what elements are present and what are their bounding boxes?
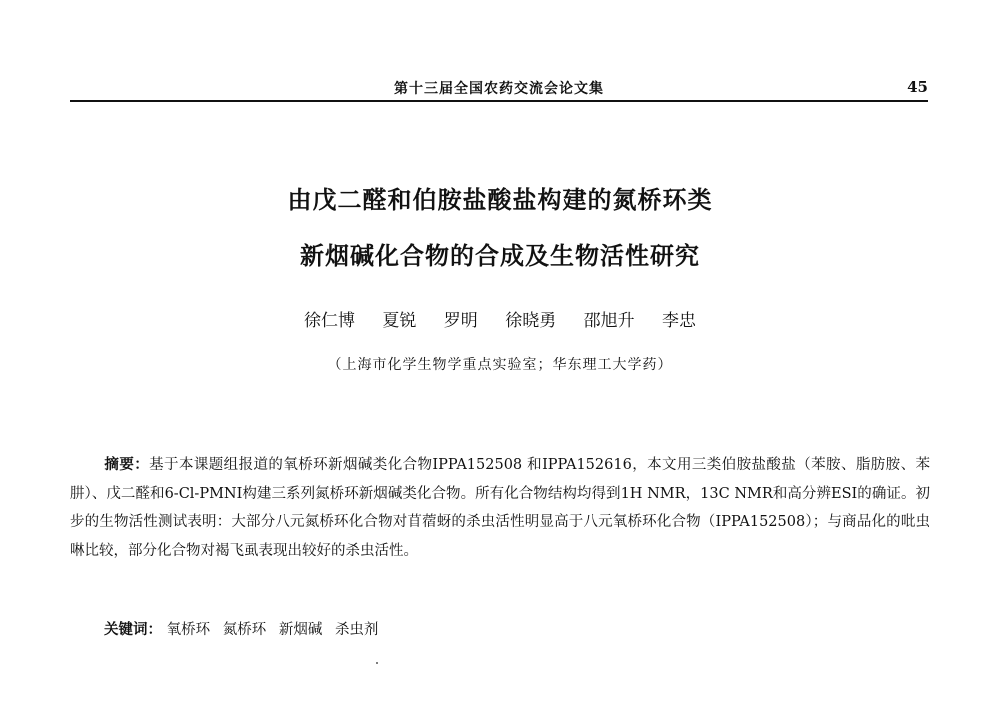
author: 徐晓勇 <box>505 311 557 331</box>
keyword: 杀虫剂 <box>334 622 379 638</box>
scan-speck <box>376 662 378 664</box>
paper-title-line-1: 由戊二醛和伯胺盐酸盐构建的氮桥环类 <box>287 185 713 214</box>
affiliation: （上海市化学生物学重点实验室；华东理工大学药） <box>327 357 673 373</box>
author: 徐仁博 <box>303 311 355 331</box>
keywords-label: 关键词： <box>104 621 162 638</box>
abstract <box>70 451 930 565</box>
keyword: 氮桥环 <box>222 622 267 638</box>
author: 夏锐 <box>382 311 417 331</box>
abstract-text: 基于本课题组报道的氧桥环新烟碱类化合物IPPA152508 和IPPA152616，本文用三类伯胺盐酸盐（苯胺、脂肪胺、苯肼）、戊二醛和6-Cl-PMNI构建三系列氮桥环新烟碱类化合物。所有化合物结构均得到1H NMR，13C NMR和高分辨ESI的确证。初步的生物活性测试表明：大部分八元氮桥环化合物对苜蓿蚜的杀虫活性明显高于八元氧桥环化合物（IPPA152508）；与商品化的吡虫啉比较，部分化合物对褐飞虱表现出较好的杀虫活性。 <box>70 457 930 559</box>
author: 李忠 <box>662 311 697 331</box>
abstract-label: 摘要： <box>104 456 150 473</box>
keywords <box>104 618 386 639</box>
author: 罗明 <box>443 311 478 331</box>
keyword: 新烟碱 <box>278 622 323 638</box>
page-number: 45 <box>907 78 928 96</box>
paper-title-line-2: 新烟碱化合物的合成及生物活性研究 <box>300 241 700 270</box>
author-list <box>0 306 1000 331</box>
proceedings-title: 第十三届全国农药交流会论文集 <box>394 81 604 97</box>
author: 邵旭升 <box>583 311 635 331</box>
running-header <box>70 76 928 102</box>
keyword: 氧桥环 <box>166 622 211 638</box>
